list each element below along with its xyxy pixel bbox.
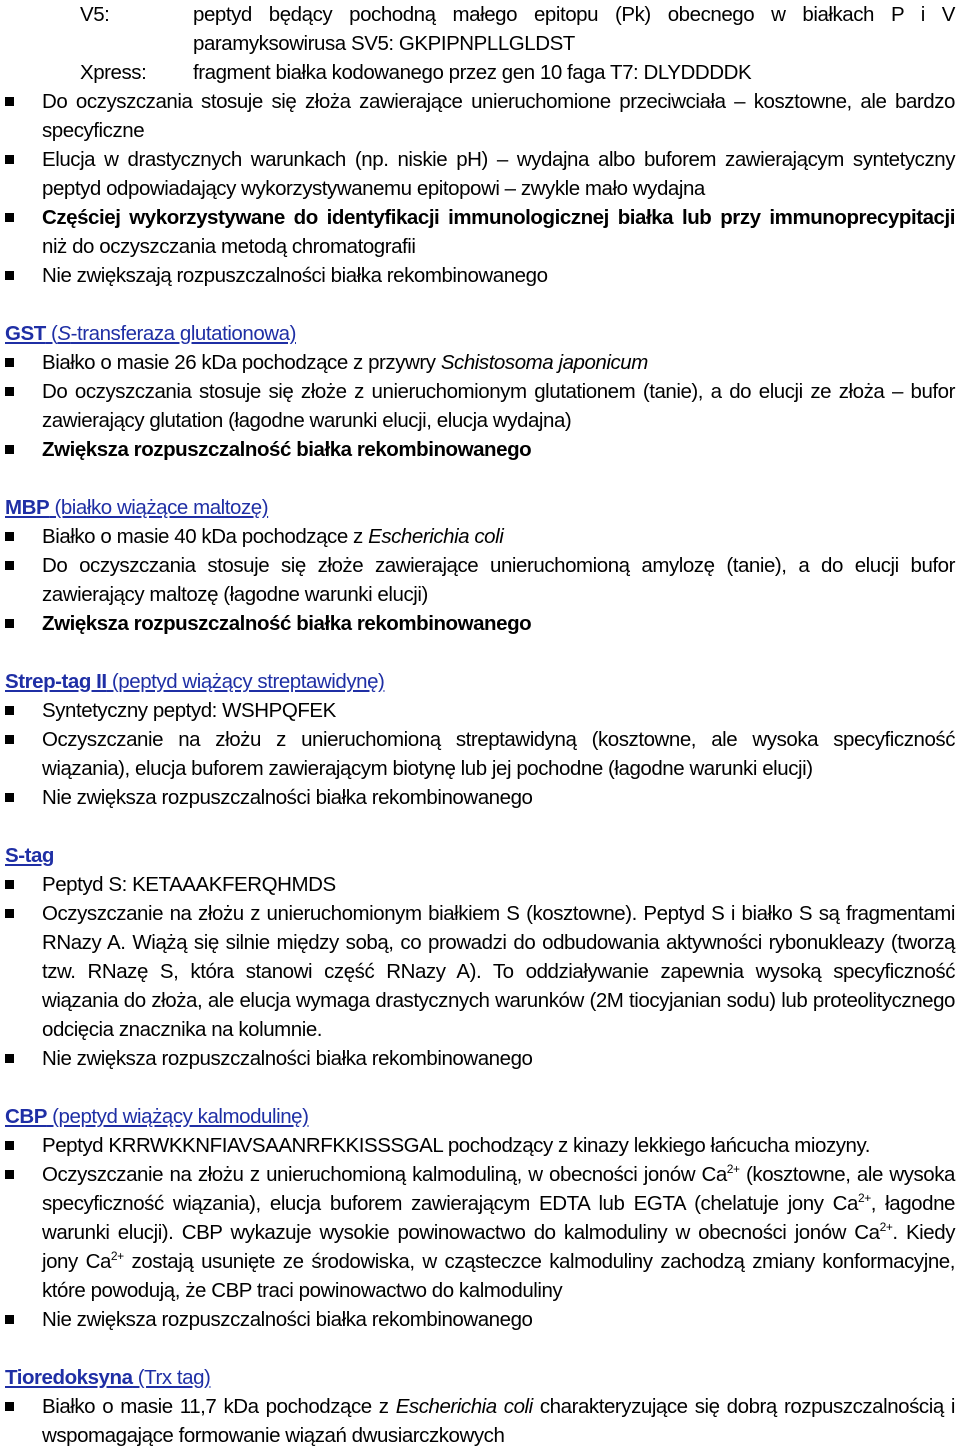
list-item: Zwiększa rozpuszczalność białka rekombinowanego (0, 435, 960, 464)
section-heading-gst: GST (S-transferaza glutationowa) (5, 322, 296, 345)
tag-label-xpress: Xpress: (80, 61, 147, 84)
list-item: Oczyszczanie na złożu z unieruchomioną kalmoduliną, w obecności jonów $Ca^{2+}$ (kosztowne, ale wysoka specyficzność wiązania), elucja buforem zawierającym EDTA lub EGTA (chelatuje jony $Ca^{2+}$, łagodne warunki elucji). CBP wykazuje wysokie powinowactwo do kalmoduliny w obecności jonów $Ca^{2+}$. Kiedy jony $Ca^{2+}$ zostają usunięte ze środowiska, w cząsteczce kalmoduliny zachodzą zmiany konformacyjne, które powodują, że CBP traci powinowactwo do kalmoduliny (0, 1160, 960, 1305)
list-item: Nie zwiększa rozpuszczalności białka rekombinowanego (0, 783, 960, 812)
square-bullet-icon (5, 1170, 14, 1179)
section-heading-cbp: CBP (peptyd wiążący kalmodulinę) (5, 1105, 309, 1128)
square-bullet-icon (5, 358, 14, 367)
square-bullet-icon (5, 1141, 14, 1150)
list-item: Do oczyszczania stosuje się złoże z unieruchomionym glutationem (tanie), a do elucji ze złoża – bufor zawierający glutation (łagodne warunki elucji, elucja wydajna) (0, 377, 960, 435)
list-item: Do oczyszczania stosuje się złoża zawierające unieruchomione przeciwciała – kosztowne, ale bardzo specyficzne (0, 87, 960, 145)
list-item: Nie zwiększa rozpuszczalności białka rekombinowanego (0, 1044, 960, 1073)
list-item: Do oczyszczania stosuje się złoże zawierające unieruchomioną amylozę (tanie), a do elucji bufor zawierający maltozę (łagodne warunki elucji) (0, 551, 960, 609)
list-item: Peptyd KRRWKKNFIAVSAANRFKKISSSGAL pochodzący z kinazy lekkiego łańcucha miozyny. (0, 1131, 960, 1160)
tag-label-v5: V5: (80, 3, 110, 26)
list-item: Nie zwiększa rozpuszczalności białka rekombinowanego (0, 1305, 960, 1334)
tag-row-v5 (0, 0, 960, 58)
section-heading-strep-tag: Strep-tag II (peptyd wiążący streptawidynę) (5, 670, 385, 693)
square-bullet-icon (5, 706, 14, 715)
square-bullet-icon (5, 619, 14, 628)
list-item: Białko o masie 40 kDa pochodzące z Escherichia coli (0, 522, 960, 551)
list-item: Peptyd S: KETAAAKFERQHMDS (0, 870, 960, 899)
list-item: Elucja w drastycznych warunkach (np. niskie pH) – wydajna albo buforem zawierającym syntetyczny peptyd odpowiadający wykorzystywanemu epitopowi – zwykle mało wydajna (0, 145, 960, 203)
list-item: Białko o masie 11,7 kDa pochodzące z Escherichia coli charakteryzujące się dobrą rozpuszczalnością i wspomagające formowanie wiązań dwusiarczkowych (0, 1392, 960, 1450)
list-item: Nie zwiększają rozpuszczalności białka rekombinowanego (0, 261, 960, 290)
list-item: Oczyszczanie na złożu z unieruchomioną streptawidyną (kosztowne, ale wysoka specyficzność wiązania), elucja buforem zawierającym biotynę lub jej pochodne (łagodne warunki elucji) (0, 725, 960, 783)
square-bullet-icon (5, 97, 14, 106)
list-item: Częściej wykorzystywane do identyfikacji immunologicznej białka lub przy immunoprecypitacji niż do oczyszczania metodą chromatografii (0, 203, 960, 261)
tag-desc-v5: peptyd będący pochodną małego epitopu (Pk) obecnego w białkach P i V paramyksowirusa SV5: GKPIPNPLLGLDST (193, 3, 955, 55)
square-bullet-icon (5, 155, 14, 164)
square-bullet-icon (5, 1054, 14, 1063)
section-heading-s-tag: S-tag (5, 844, 55, 867)
square-bullet-icon (5, 213, 14, 222)
square-bullet-icon (5, 271, 14, 280)
square-bullet-icon (5, 561, 14, 570)
list-item: Syntetyczny peptyd: WSHPQFEK (0, 696, 960, 725)
section-heading-mbp: MBP (białko wiążące maltozę) (5, 496, 269, 519)
square-bullet-icon (5, 445, 14, 454)
tag-desc-xpress: fragment białka kodowanego przez gen 10 faga T7: DLYDDDDK (193, 61, 752, 84)
square-bullet-icon (5, 1315, 14, 1324)
list-item: Zwiększa rozpuszczalność białka rekombinowanego (0, 609, 960, 638)
square-bullet-icon (5, 735, 14, 744)
section-heading-tioredoksyna: Tioredoksyna (Trx tag) (5, 1366, 211, 1389)
square-bullet-icon (5, 909, 14, 918)
square-bullet-icon (5, 387, 14, 396)
tag-row-xpress (0, 58, 960, 87)
square-bullet-icon (5, 793, 14, 802)
square-bullet-icon (5, 880, 14, 889)
list-item: Białko o masie 26 kDa pochodzące z przywry Schistosoma japonicum (0, 348, 960, 377)
square-bullet-icon (5, 1402, 14, 1411)
list-item: Oczyszczanie na złożu z unieruchomionym białkiem S (kosztowne). Peptyd S i białko S są fragmentami RNazy A. Wiążą się silnie między sobą, co prowadzi do odbudowania aktywności rybonukleazy (tworzą tzw. RNazę S, która stanowi część RNazy A). To oddziaływanie zapewnia wysoką specyficzność wiązania do złoża, ale elucja wymaga drastycznych warunków (2M tiocyjanian sodu) lub proteolitycznego odcięcia znacznika na kolumnie. (0, 899, 960, 1044)
square-bullet-icon (5, 532, 14, 541)
